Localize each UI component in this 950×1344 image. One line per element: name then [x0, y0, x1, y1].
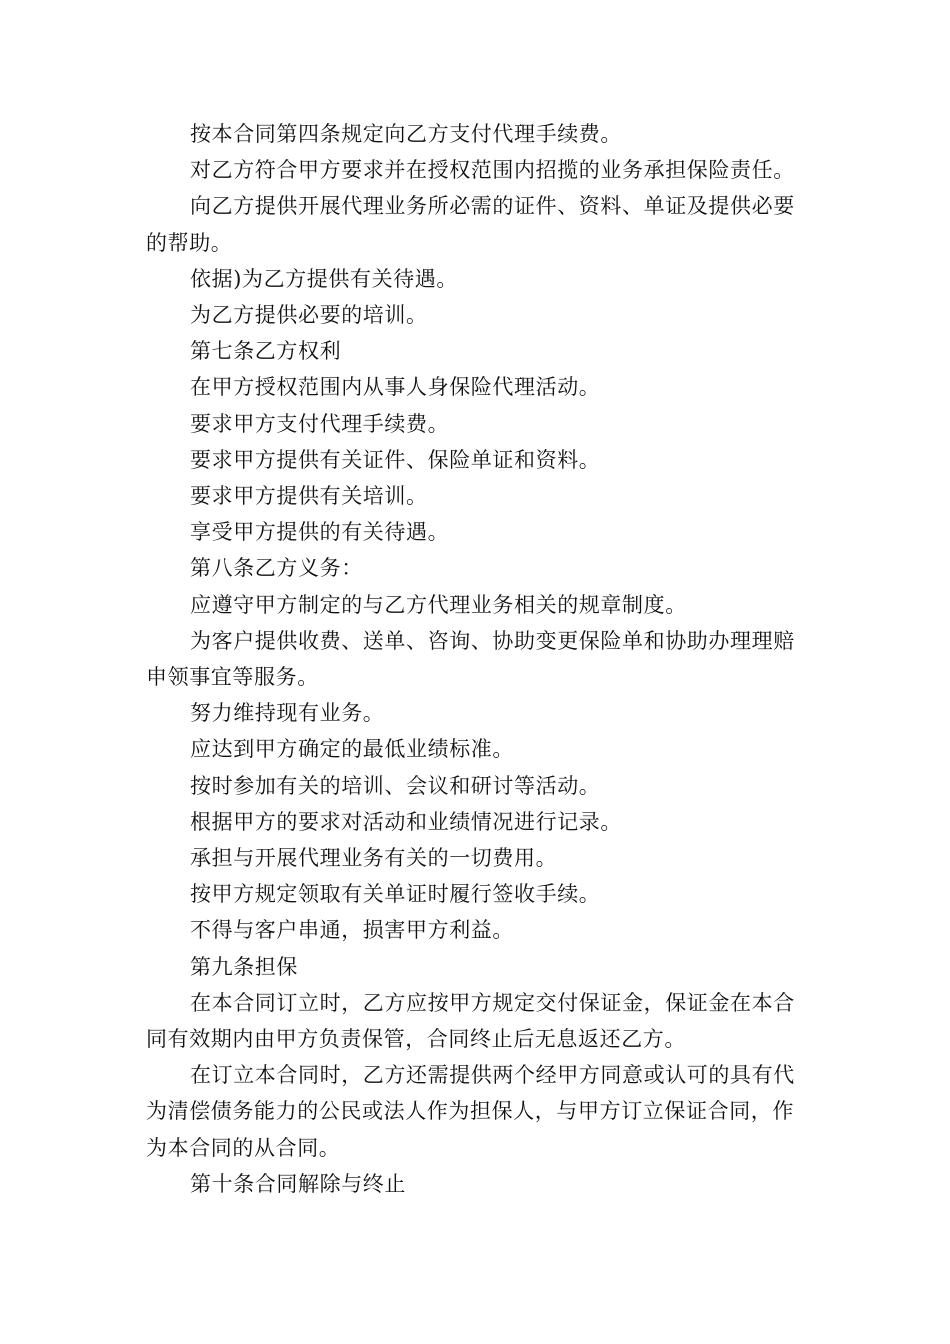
paragraph: 不得与客户串通，损害甲方利益。: [190, 918, 514, 943]
paragraph: 在订立本合同时，乙方还需提供两个经甲方同意或认可的具有代为清偿债务能力的公民或法人作为担保人，与甲方订立保证合同，作为本合同的从合同。: [146, 1063, 795, 1160]
paragraph: 要求甲方提供有关培训。: [190, 484, 428, 509]
document-body: [146, 116, 810, 1202]
paragraph: 为客户提供收费、送单、咨询、协助变更保险单和协助办理理赔申领事宜等服务。: [146, 628, 795, 690]
paragraph: 应遵守甲方制定的与乙方代理业务相关的规章制度。: [190, 592, 687, 617]
paragraph: 在甲方授权范围内从事人身保险代理活动。: [190, 375, 601, 400]
paragraph: 对乙方符合甲方要求并在授权范围内招揽的业务承担保险责任。: [190, 158, 795, 183]
paragraph: 根据甲方的要求对活动和业绩情况进行记录。: [190, 809, 622, 834]
paragraph: 要求甲方提供有关证件、保险单证和资料。: [190, 447, 601, 472]
paragraph: 要求甲方支付代理手续费。: [190, 411, 450, 436]
section-heading-article-8: 第八条乙方义务：: [190, 556, 363, 581]
paragraph: 应达到甲方确定的最低业绩标准。: [190, 737, 514, 762]
section-heading-article-9: 第九条担保: [190, 954, 298, 979]
section-heading-article-10: 第十条合同解除与终止: [190, 1171, 406, 1196]
paragraph: 依据)为乙方提供有关待遇。: [190, 266, 458, 291]
paragraph: 按本合同第四条规定向乙方支付代理手续费。: [190, 122, 622, 146]
paragraph: 努力维持现有业务。: [190, 701, 385, 726]
paragraph: 向乙方提供开展代理业务所必需的证件、资料、单证及提供必要的帮助。: [146, 194, 795, 255]
paragraph: 在本合同订立时，乙方应按甲方规定交付保证金，保证金在本合同有效期内由甲方负责保管，合同终止后无息返还乙方。: [146, 990, 795, 1052]
paragraph: 承担与开展代理业务有关的一切费用。: [190, 846, 558, 871]
paragraph: 按甲方规定领取有关单证时履行签收手续。: [190, 882, 601, 907]
section-heading-article-7: 第七条乙方权利: [190, 339, 342, 364]
paragraph: 享受甲方提供的有关待遇。: [190, 520, 450, 545]
paragraph: 按时参加有关的培训、会议和研讨等活动。: [190, 773, 601, 798]
paragraph: 为乙方提供必要的培训。: [190, 303, 428, 328]
